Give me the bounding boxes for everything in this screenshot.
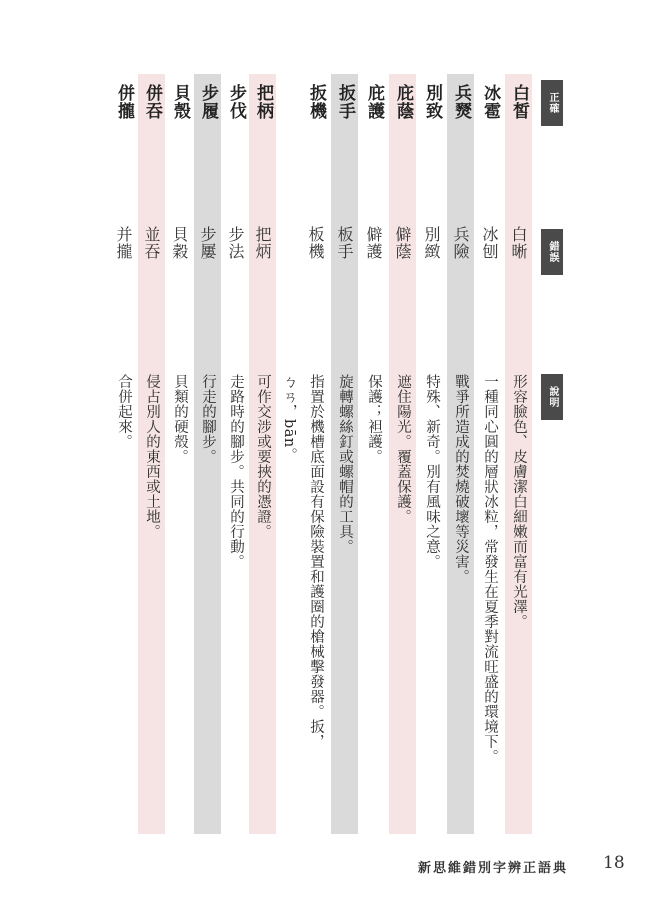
explanation-text: 特殊、新奇。別有風味之意。 [424,374,440,569]
explanation-text: 合併起來。 [116,374,132,449]
entry-column [166,74,193,834]
wrong-term: 兵險 [451,226,470,260]
entry-column [299,74,329,834]
wrong-term: 白晰 [509,226,528,260]
explanation-text: 保護；袒護。 [366,374,382,464]
correct-term: 別致 [422,84,442,120]
correct-term: 步履 [198,84,218,120]
explanation-text: 一種同心圓的層狀冰粒，常發生在夏季對流旺盛的環境下。 [482,374,498,764]
explanation-text: 侵占別人的東西或土地。 [144,374,160,539]
wrong-term: 冰刨 [480,226,499,260]
correct-term: 併攏 [114,84,134,120]
correct-term: 貝殼 [170,84,190,120]
entry-column [138,74,165,834]
entry-column [331,74,358,834]
entry-continuation [278,74,300,834]
header-explanation: 說明 [541,374,563,420]
explanation-text: 戰爭所造成的焚燒破壞等災害。 [453,374,469,584]
header-correct: 正確 [541,80,563,126]
correct-term: 扳機 [306,84,326,120]
wrong-term: 貝穀 [170,226,189,260]
entry-column [476,74,503,834]
wrong-term: 步屢 [198,226,217,260]
wrong-term: 僻護 [364,226,383,260]
wrong-term: 并攏 [114,226,133,260]
entry-column [360,74,387,834]
correct-term: 步伐 [226,84,246,120]
explanation-text-continued: ㄅㄢ，bān。 [281,374,297,463]
wrong-term: 板機 [306,226,325,260]
wrong-term: 把炳 [253,226,272,260]
explanation-text: 指置於機槽底面設有保險裝置和護圈的槍械擊發器。扳， [308,374,324,749]
wrong-term: 別緻 [422,226,441,260]
correct-term: 併吞 [142,84,162,120]
explanation-text: 貝類的硬殼。 [172,374,188,464]
explanation-text: 遮住陽光。覆蓋保護。 [395,374,411,524]
wrong-term: 僻蔭 [393,226,412,260]
entry-column [447,74,474,834]
entry-column [110,74,137,834]
book-title: 新思維錯別字辨正語典 [418,861,569,876]
explanation-text: 旋轉螺絲釘或螺帽的工具。 [337,374,353,554]
entry-column [389,74,416,834]
explanation-text: 走路時的腳步。共同的行動。 [228,374,244,569]
entry-column [418,74,445,834]
header-wrong: 錯誤 [541,229,563,275]
correct-term: 扳手 [335,84,355,120]
correct-term: 庇護 [364,84,384,120]
explanation-text: 行走的腳步。 [200,374,216,464]
wrong-term: 並吞 [142,226,161,260]
entry-column [194,74,221,834]
explanation-text: 形容臉色、皮膚潔白細嫩而富有光澤。 [511,374,527,629]
page-number: 18 [603,853,625,873]
correct-term: 庇蔭 [393,84,413,120]
explanation-text: 可作交涉或要挾的憑證。 [255,374,271,539]
entry-column [222,74,249,834]
entry-column [249,74,276,834]
correct-term: 白皙 [509,84,529,120]
entry-column [505,74,532,834]
correct-term: 冰雹 [480,84,500,120]
wrong-term: 步法 [226,226,245,260]
correct-term: 兵燹 [451,84,471,120]
wrong-term: 板手 [335,226,354,260]
correct-term: 把柄 [253,84,273,120]
